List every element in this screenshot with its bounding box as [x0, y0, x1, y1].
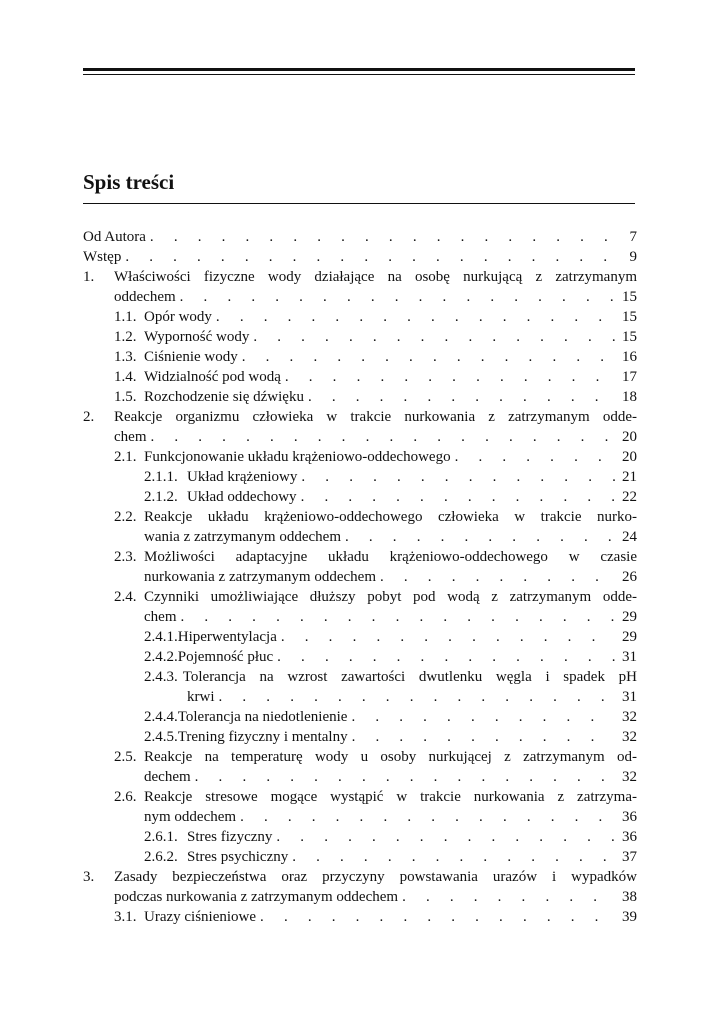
- toc-entry[interactable]: [83, 267, 637, 307]
- dot-leader: [260, 907, 615, 927]
- dot-leader: [301, 467, 615, 487]
- dot-leader: [301, 487, 615, 507]
- toc-entry-page-number: 7: [629, 229, 637, 245]
- toc-entry-title-line: Reakcje organizmu człowieka w trakcie nurkowania z zatrzymanym odde-: [114, 409, 637, 425]
- toc-entry-number: 2.1.1.: [144, 469, 178, 485]
- toc-entry[interactable]: [83, 907, 637, 927]
- toc-entry-number: 2.6.: [114, 789, 137, 805]
- toc-entry-number: 2.2.: [114, 509, 137, 525]
- toc-entry[interactable]: [83, 327, 637, 347]
- toc-entry-title-line: Reakcje stresowe mogące wystąpić w trakcie nurkowania z zatrzyma-: [144, 789, 637, 805]
- toc-entry[interactable]: [83, 407, 637, 447]
- toc-entry-page-number: 32: [622, 769, 637, 785]
- dot-leader: [180, 287, 615, 307]
- toc-entry-title: Stres fizyczny: [187, 829, 273, 845]
- toc-entry-number: 2.5.: [114, 749, 137, 765]
- toc-entry[interactable]: [83, 467, 637, 487]
- toc-entry-number: 1.2.: [114, 329, 137, 345]
- toc-entry-title: chem: [144, 609, 177, 625]
- toc-entry[interactable]: [83, 667, 637, 707]
- toc-entry[interactable]: [83, 387, 637, 407]
- toc-entry-page-number: 26: [622, 569, 637, 585]
- toc-entry-number: 1.1.: [114, 309, 137, 325]
- dot-leader: [292, 847, 615, 867]
- toc-entry[interactable]: [83, 227, 637, 247]
- dot-leader: [240, 807, 615, 827]
- dot-leader: [285, 367, 615, 387]
- toc-entry-number: 2.4.1.: [144, 629, 178, 645]
- toc-entry-page-number: 29: [622, 609, 637, 625]
- dot-leader: [242, 347, 615, 367]
- toc-entry-title: podczas nurkowania z zatrzymanym oddechem: [114, 889, 399, 905]
- toc-entry[interactable]: [83, 787, 637, 827]
- toc-entry-title: oddechem: [114, 289, 176, 305]
- toc-entry-number: 3.: [83, 869, 95, 885]
- toc-entry[interactable]: [83, 367, 637, 387]
- toc-entry-title: Widzialność pod wodą: [144, 369, 281, 385]
- dot-leader: [219, 687, 616, 707]
- dot-leader: [276, 827, 615, 847]
- toc-entry-title: Wyporność wody: [144, 329, 250, 345]
- toc-entry-page-number: 15: [622, 329, 637, 345]
- toc-entry-number: 2.1.: [114, 449, 137, 465]
- toc-entry-page-number: 24: [622, 529, 637, 545]
- toc-entry[interactable]: [83, 547, 637, 587]
- dot-leader: [253, 327, 615, 347]
- toc-entry-number: 2.4.3.: [144, 669, 178, 685]
- toc-entry-title: Trening fizyczny i mentalny: [177, 729, 348, 745]
- toc-entry-number: 2.3.: [114, 549, 137, 565]
- toc-entry-page-number: 38: [622, 889, 637, 905]
- toc-entry-number: 1.5.: [114, 389, 137, 405]
- dot-leader: [345, 527, 615, 547]
- toc-entry-page-number: 20: [622, 449, 637, 465]
- toc-entry-number: 2.4.: [114, 589, 137, 605]
- toc-entry-page-number: 37: [622, 849, 637, 865]
- toc-entry-number: 1.3.: [114, 349, 137, 365]
- dot-leader: [180, 607, 615, 627]
- dot-leader: [281, 627, 615, 647]
- toc-entry-title-line: Reakcje układu krążeniowo-oddechowego człowieka w trakcie nurko-: [144, 509, 637, 525]
- toc-entry-page-number: 32: [622, 729, 637, 745]
- toc-entry[interactable]: [83, 447, 637, 467]
- toc-entry[interactable]: [83, 707, 637, 727]
- toc-entry-title-line: Zasady bezpieczeństwa oraz przyczyny powstawania urazów i wypadków: [114, 869, 637, 885]
- dot-leader: [125, 247, 615, 267]
- header-double-rule: [83, 68, 635, 75]
- toc-entry[interactable]: [83, 507, 637, 547]
- toc-entry[interactable]: [83, 727, 637, 747]
- toc-entry-page-number: 9: [629, 249, 637, 265]
- toc-entry-page-number: 22: [622, 489, 637, 505]
- toc-entry-page-number: 21: [622, 469, 637, 485]
- toc-entry-number: 2.1.2.: [144, 489, 178, 505]
- dot-leader: [216, 307, 615, 327]
- dot-leader: [380, 567, 615, 587]
- toc-entry-title: Pojemność płuc: [177, 649, 274, 665]
- toc-entry-number: 1.: [83, 269, 95, 285]
- toc-entry-title: Hiperwentylacja: [177, 629, 277, 645]
- toc-entry-title: nym oddechem: [144, 809, 237, 825]
- toc-entry-number: 2.4.5.: [144, 729, 178, 745]
- toc-entry-title-line: Możliwości adaptacyjne układu krążeniowo-oddechowego w czasie: [144, 549, 637, 565]
- toc-entry[interactable]: [83, 307, 637, 327]
- toc-entry-title: dechem: [144, 769, 191, 785]
- dot-leader: [402, 887, 615, 907]
- toc-entry-page-number: 16: [622, 349, 637, 365]
- toc-entry-page-number: 15: [622, 309, 637, 325]
- toc-entry-number: 2.4.4.: [144, 709, 178, 725]
- toc-entry-page-number: 31: [622, 649, 637, 665]
- toc-entry-title: Układ krążeniowy: [187, 469, 298, 485]
- toc-entry[interactable]: [83, 587, 637, 627]
- toc-entry[interactable]: [83, 867, 637, 907]
- toc-entry-number: 2.6.1.: [144, 829, 178, 845]
- dot-leader: [352, 727, 615, 747]
- toc-entry-title: Ciśnienie wody: [144, 349, 238, 365]
- toc-entry-title: Wstęp: [83, 249, 122, 265]
- toc-entry-page-number: 31: [622, 689, 637, 705]
- toc-entry-page-number: 17: [622, 369, 637, 385]
- toc-entry[interactable]: [83, 247, 637, 267]
- toc-entry-page-number: 32: [622, 709, 637, 725]
- toc-entry-title: Opór wody: [144, 309, 212, 325]
- dot-leader: [195, 767, 615, 787]
- toc-entry[interactable]: [83, 627, 637, 647]
- dot-leader: [277, 647, 615, 667]
- toc-entry-title: nurkowania z zatrzymanym oddechem: [144, 569, 376, 585]
- toc-entry-number: 2.: [83, 409, 95, 425]
- toc-entry[interactable]: [83, 347, 637, 367]
- toc-entry-title: Urazy ciśnieniowe: [144, 909, 257, 925]
- toc-entry-title: wania z zatrzymanym oddechem: [144, 529, 341, 545]
- toc-entry[interactable]: [83, 647, 637, 667]
- toc-entry[interactable]: [83, 827, 637, 847]
- toc-entry-page-number: 29: [622, 629, 637, 645]
- toc-entry-number: 1.4.: [114, 369, 137, 385]
- toc-entry-number: 3.1.: [114, 909, 137, 925]
- dot-leader: [150, 427, 615, 447]
- toc-entry-title: Tolerancja na niedotlenienie: [177, 709, 348, 725]
- toc-entry-page-number: 36: [622, 809, 637, 825]
- toc-entry-number: 2.6.2.: [144, 849, 178, 865]
- toc-entry-title: krwi: [187, 689, 215, 705]
- toc-entry-title-line: Czynniki umożliwiające dłuższy pobyt pod wodą z zatrzymanym odde-: [144, 589, 637, 605]
- toc-entry-title: Stres psychiczny: [187, 849, 289, 865]
- dot-leader: [455, 447, 615, 467]
- toc-entry-title-line: Właściwości fizyczne wody działające na osobę nurkującą z zatrzymanym: [114, 269, 637, 285]
- page-title: Spis treści: [83, 170, 175, 194]
- toc-entry-title-line: [144, 667, 637, 687]
- toc-entry-title-text: Tolerancja na wzrost zawartości dwutlenku węgla i spadek pH: [182, 669, 637, 685]
- toc-entry-title-line: Reakcje na temperaturę wody u osoby nurkującej z zatrzymanym od-: [144, 749, 637, 765]
- toc-entry-page-number: 20: [622, 429, 637, 445]
- dot-leader: [308, 387, 615, 407]
- toc-entry-title: Od Autora: [83, 229, 146, 245]
- toc-entry-page-number: 39: [622, 909, 637, 925]
- toc-entry-page-number: 36: [622, 829, 637, 845]
- title-rule: [83, 203, 635, 204]
- toc-entry[interactable]: [83, 487, 637, 507]
- toc-entry-title: Układ oddechowy: [187, 489, 297, 505]
- table-of-contents: [83, 227, 637, 927]
- dot-leader: [150, 227, 615, 247]
- toc-entry-number: 2.4.2.: [144, 649, 178, 665]
- toc-entry-page-number: 15: [622, 289, 637, 305]
- toc-entry[interactable]: [83, 747, 637, 787]
- dot-leader: [351, 707, 615, 727]
- toc-entry-title: chem: [114, 429, 147, 445]
- toc-entry-title: Funkcjonowanie układu krążeniowo-oddechowego: [144, 449, 451, 465]
- toc-entry[interactable]: [83, 847, 637, 867]
- toc-entry-page-number: 18: [622, 389, 637, 405]
- toc-entry-title: Rozchodzenie się dźwięku: [144, 389, 304, 405]
